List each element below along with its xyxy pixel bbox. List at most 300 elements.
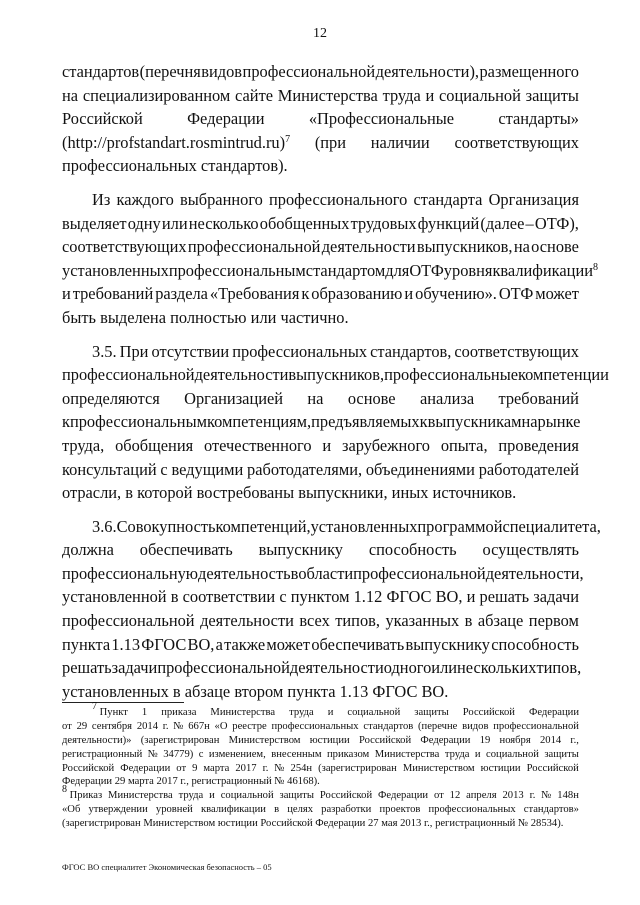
word: установленных — [62, 260, 169, 280]
word: и — [474, 748, 481, 760]
word: раздела — [155, 284, 208, 304]
word: решать — [479, 587, 530, 607]
page-number: 12 — [313, 26, 327, 41]
word: обобщения — [115, 435, 194, 455]
body-line — [62, 515, 601, 539]
word: специализированном — [82, 85, 231, 105]
body-line — [62, 609, 579, 633]
word: 1.12 — [353, 587, 383, 607]
word: Федерации — [120, 762, 171, 774]
word: № — [517, 818, 529, 830]
word: решать — [62, 658, 112, 678]
word: работодателей — [478, 459, 579, 479]
word: № — [274, 776, 285, 788]
word: выделяет — [62, 213, 127, 233]
word: выпускнику — [258, 540, 344, 560]
word: Федерации — [528, 707, 579, 718]
word: уровней — [155, 804, 193, 816]
word: области — [298, 563, 354, 583]
word: компетенциям, — [206, 412, 312, 432]
word: деятельность — [198, 563, 291, 583]
word: размещенного — [479, 62, 579, 81]
word: (при — [314, 132, 347, 152]
word: 12 — [449, 790, 461, 802]
word: ноября — [499, 734, 531, 746]
word: 27 — [367, 818, 379, 830]
word: определяются — [62, 388, 160, 408]
word: Министерства — [277, 85, 378, 105]
word: (зарегистрирован — [62, 818, 141, 830]
word: труда — [178, 790, 204, 802]
word: которой — [137, 483, 193, 503]
word: Министерством — [228, 734, 301, 746]
word: ВО, — [435, 587, 463, 607]
paragraph-gap — [62, 330, 579, 340]
word: профессиональной — [62, 611, 195, 631]
word: требований — [498, 388, 579, 408]
footnote-line — [62, 817, 579, 831]
footnote-line — [62, 762, 579, 776]
body-line — [62, 154, 579, 178]
word: с — [160, 459, 168, 479]
word: защиты — [544, 748, 579, 760]
word: установленных — [310, 516, 418, 536]
word: стандарты» — [498, 109, 579, 129]
word: в — [170, 587, 179, 607]
word: на — [513, 237, 530, 257]
word: профессиональной — [493, 720, 579, 732]
word: одного — [383, 658, 432, 678]
word: уровня — [443, 260, 493, 280]
word: обучению». — [415, 284, 497, 304]
word: Министерством — [143, 818, 216, 830]
word: 1.13 — [339, 681, 369, 701]
word: ФГОС — [372, 681, 418, 701]
word: социальной — [347, 707, 401, 718]
word: и — [425, 85, 435, 105]
word: образованию — [311, 284, 403, 304]
word: установленной — [62, 587, 167, 607]
word: Министерства — [108, 790, 173, 802]
body-line — [62, 131, 579, 155]
footnote-line — [62, 734, 579, 748]
word: деятельности — [321, 237, 416, 257]
word: Российской — [319, 790, 373, 802]
word: выпускников, — [288, 365, 385, 385]
word: приказом — [327, 748, 370, 760]
body-line — [62, 259, 598, 283]
word: и — [322, 435, 332, 455]
word: предъявляемых — [311, 412, 420, 432]
word: или — [161, 213, 188, 233]
word: труда — [289, 707, 314, 718]
body-line — [62, 282, 579, 306]
word: целях — [287, 804, 314, 816]
word: регистрационный — [62, 748, 143, 760]
word: 2017 — [156, 776, 178, 788]
word: обобщенных — [259, 213, 350, 233]
word: «Профессиональные — [308, 109, 455, 129]
word: втором — [234, 681, 284, 701]
word: или — [431, 658, 458, 678]
word: социальной — [220, 790, 274, 802]
word: стандартов — [363, 720, 414, 732]
word: соответствующих — [62, 237, 187, 257]
word: – — [525, 213, 534, 233]
word: Российской — [260, 818, 313, 830]
word: абзаце — [184, 681, 231, 701]
word: работодателями, — [247, 459, 363, 479]
word: юстиции — [217, 818, 258, 830]
word: профессиональным — [69, 412, 207, 432]
word: выпускникам — [427, 412, 522, 432]
word: а — [215, 634, 223, 654]
word: реестре — [232, 720, 267, 732]
word: защиты — [414, 707, 449, 718]
word: труда — [382, 85, 421, 105]
word: социальной — [486, 748, 539, 760]
word: 28534). — [530, 818, 564, 830]
word: № — [147, 748, 158, 760]
word: разработки — [321, 804, 372, 816]
word: опыта, — [440, 435, 488, 455]
word: 34779) — [163, 748, 194, 760]
word: проведения — [498, 435, 579, 455]
word: г., — [423, 818, 433, 830]
footnote-line — [62, 784, 579, 803]
word: изменением, — [208, 748, 266, 760]
word: сайте — [235, 85, 274, 105]
word: в — [172, 681, 181, 701]
word: Министерства — [210, 707, 276, 718]
body-line — [62, 562, 584, 586]
word: утверждении — [88, 804, 148, 816]
word: каждого — [116, 189, 174, 209]
word: Организацией — [184, 388, 284, 408]
word: Российской — [462, 707, 515, 718]
paragraph-gap — [62, 505, 579, 515]
word: проектов — [379, 804, 421, 816]
word: При — [119, 341, 149, 361]
word: 3.5. — [92, 341, 117, 361]
word: марта — [203, 762, 230, 774]
word: видов — [462, 720, 489, 732]
word: профессиональной — [157, 658, 290, 678]
word: 2014 — [136, 720, 158, 732]
word: $^8$ Приказ — [62, 784, 103, 802]
word: Министерством — [402, 762, 475, 774]
word: и — [404, 284, 414, 304]
word: № — [541, 790, 552, 802]
body-line — [62, 188, 579, 212]
word: 9 — [192, 762, 198, 774]
word: и — [209, 790, 215, 802]
word: 29 — [114, 776, 126, 788]
word: деятельности — [200, 611, 294, 631]
body-text — [62, 60, 609, 703]
footnote-separator — [62, 702, 184, 703]
word: $^7$ Пункт — [92, 701, 128, 718]
word: деятельности, — [485, 563, 584, 583]
word: г., — [570, 734, 579, 746]
word: указанных — [385, 611, 460, 631]
word: к — [301, 284, 310, 304]
word: квалификации$^8$ — [492, 260, 598, 280]
word: соответствии — [182, 587, 276, 607]
word: отечественного — [204, 435, 312, 455]
word: мая — [381, 818, 398, 830]
word: Министерства — [374, 748, 440, 760]
word: выпускники, — [298, 483, 388, 503]
word: 3.6. — [92, 516, 117, 536]
word: апреля — [466, 790, 497, 802]
word: объединениями — [365, 459, 475, 479]
word: специалитета, — [502, 516, 601, 536]
word: 46168). — [287, 776, 320, 788]
word: (зарегистрирован — [318, 762, 397, 774]
word: типов, — [335, 611, 380, 631]
word: быть — [62, 307, 96, 327]
word: «О — [214, 720, 228, 732]
body-line — [62, 410, 579, 434]
body-line — [62, 585, 579, 609]
word: основе — [531, 237, 579, 257]
word: пунктом — [290, 587, 350, 607]
word: Организация — [488, 189, 579, 209]
word: способность — [368, 540, 457, 560]
body-line — [62, 306, 579, 330]
body-line — [62, 387, 579, 411]
footnote-line — [62, 720, 579, 734]
word: стандарта — [413, 189, 483, 209]
body-line — [62, 538, 579, 562]
word: полностью — [170, 307, 247, 327]
word: абзаце — [477, 611, 524, 631]
word: труда — [444, 748, 470, 760]
word: стандартов — [62, 62, 140, 81]
word: пункта — [287, 681, 336, 701]
word: 1 — [141, 707, 148, 718]
word: Российской — [62, 762, 115, 774]
word: ведущими — [171, 459, 244, 479]
word: регистрационный — [435, 818, 516, 830]
word: для — [385, 260, 410, 280]
body-line — [62, 458, 579, 482]
word: 2014 — [539, 734, 562, 746]
word: 2013 — [400, 818, 422, 830]
word: с — [279, 587, 287, 607]
word: функций — [417, 213, 480, 233]
word: соответствующих — [454, 341, 579, 361]
word: нескольких — [457, 658, 537, 678]
word: профессионального — [269, 189, 408, 209]
word: рынке — [537, 412, 581, 432]
body-line — [62, 656, 582, 680]
word: (перечня — [139, 62, 201, 81]
word: Федерации — [420, 734, 471, 746]
word: обеспечивать — [311, 634, 405, 654]
word: задачи — [533, 587, 579, 607]
word: профессиональную — [62, 563, 199, 583]
body-line — [62, 84, 579, 108]
word: соответствующих — [454, 132, 579, 152]
word: обеспечивать — [139, 540, 233, 560]
body-line — [62, 212, 579, 236]
word: источников. — [432, 483, 517, 503]
word: 29 — [76, 720, 88, 732]
word: деятельности — [289, 658, 384, 678]
word: в — [125, 483, 133, 503]
word: № — [173, 720, 184, 732]
word: с — [198, 748, 204, 760]
word: (http://profstandart.rosmintrud.ru)$^7$ — [62, 132, 291, 152]
body-line — [62, 340, 579, 364]
word: может — [535, 284, 579, 304]
word: к — [62, 412, 70, 432]
body-line — [62, 363, 609, 387]
word: г., — [180, 776, 189, 788]
word: г. — [162, 720, 169, 732]
word: (перечне — [418, 720, 458, 732]
word: стандартов» — [523, 804, 579, 816]
word: ОТФ), — [534, 213, 579, 233]
word: труда, — [62, 435, 105, 455]
word: в — [274, 804, 280, 816]
word: деятельности — [194, 365, 289, 385]
word: или — [250, 307, 277, 327]
word: в — [464, 611, 473, 631]
word: Совокупность — [116, 516, 216, 536]
word: социальной — [439, 85, 521, 105]
word: анализа — [419, 388, 475, 408]
word: в — [290, 563, 299, 583]
word: отрасли, — [62, 483, 122, 503]
word: Российской — [358, 734, 412, 746]
word: профессиональных — [232, 341, 368, 361]
body-line — [62, 107, 579, 131]
page-footer: ФГОС ВО специалитет Экономическая безопасность – 05 — [62, 862, 272, 872]
word: деятельности), — [375, 62, 479, 81]
word: 2013 — [502, 790, 524, 802]
word: типов, — [536, 658, 582, 678]
word: установленных — [62, 681, 169, 701]
body-line — [62, 60, 579, 84]
word: г. — [262, 762, 269, 774]
body-line — [62, 633, 579, 657]
word: способность — [491, 634, 579, 654]
word: частично. — [280, 307, 349, 327]
word: Федерации — [62, 776, 113, 788]
word: видов — [201, 62, 243, 81]
word: регистрационный — [191, 776, 272, 788]
word: внесенным — [271, 748, 322, 760]
footnote-line — [62, 775, 579, 789]
word: может — [266, 634, 311, 654]
word: профессиональных — [62, 156, 197, 176]
word: стандартом — [305, 260, 386, 280]
word: задачи — [111, 658, 158, 678]
paragraph-gap — [62, 178, 579, 188]
footnote-line — [62, 748, 579, 762]
word: всех — [299, 611, 330, 631]
word: также — [224, 634, 266, 654]
word: от — [433, 790, 444, 802]
word: профессиональные — [384, 365, 518, 385]
word: сентября — [91, 720, 133, 732]
word: г. — [529, 790, 536, 802]
word: отсутствии — [151, 341, 230, 361]
word: квалификации — [200, 804, 266, 816]
word: и — [466, 587, 476, 607]
body-line — [62, 481, 579, 505]
word: на — [62, 85, 79, 105]
word: выпускников, — [416, 237, 513, 257]
word: одну — [127, 213, 161, 233]
word: и — [62, 284, 71, 304]
word: основе — [347, 388, 396, 408]
word: стандартов, — [370, 341, 452, 361]
word: ОТФ — [409, 260, 444, 280]
word: защиты — [279, 790, 314, 802]
body-line — [62, 680, 579, 704]
word: требований — [72, 284, 154, 304]
word: должна — [62, 540, 114, 560]
word: приказа — [161, 707, 197, 718]
word: 1.13 — [111, 634, 141, 654]
word: наличии — [370, 132, 430, 152]
word: трудовых — [350, 213, 417, 233]
word: пункта — [62, 634, 111, 654]
word: юстиции — [309, 734, 350, 746]
word: № — [274, 762, 285, 774]
word: Российской — [526, 762, 579, 774]
word: на — [307, 388, 324, 408]
word: выделена — [100, 307, 166, 327]
word: 667н — [188, 720, 210, 732]
word: профессиональным — [168, 260, 306, 280]
body-line — [62, 434, 579, 458]
word: Из — [92, 189, 111, 209]
word: стандартов). — [200, 156, 288, 176]
word: профессиональных — [428, 804, 516, 816]
word: иных — [391, 483, 429, 503]
word: деятельности)» — [62, 734, 132, 746]
word: 19 — [479, 734, 491, 746]
word: к — [419, 412, 428, 432]
word: защиты — [525, 85, 579, 105]
word: профессиональной — [353, 563, 486, 583]
word: консультаций — [62, 459, 157, 479]
word: Федерации — [378, 790, 429, 802]
footnote-line — [62, 701, 579, 720]
word: Федерации — [315, 818, 366, 830]
word: (далее — [480, 213, 525, 233]
word: программой — [417, 516, 503, 536]
word: марта — [127, 776, 154, 788]
word: компетенций, — [215, 516, 311, 536]
footnotes — [62, 701, 579, 831]
word: востребованы — [196, 483, 295, 503]
word: (зарегистрирован — [140, 734, 220, 746]
word: компетенции — [517, 365, 609, 385]
word: первом — [528, 611, 579, 631]
word: «Требования — [209, 284, 300, 304]
word: юстиции — [480, 762, 521, 774]
word: выпускнику — [405, 634, 490, 654]
word: ОТФ — [498, 284, 534, 304]
word: 148н — [557, 790, 579, 802]
word: профессиональной — [242, 62, 376, 81]
